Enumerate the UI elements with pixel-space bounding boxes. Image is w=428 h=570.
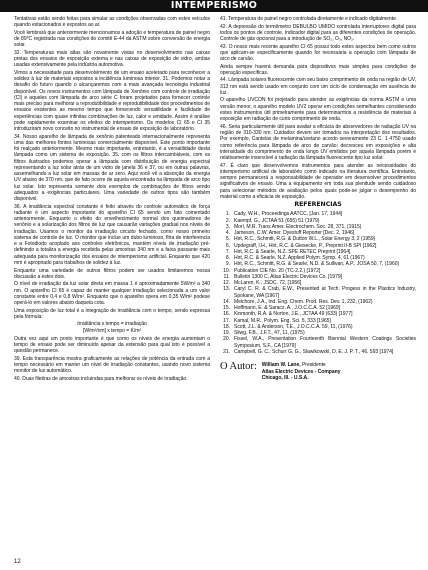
paragraph: 36. A irradiância espectral constante é feito através do controle automático de força radiante é um aspecto importante do aparelho CI 65 sendo um fato comentado anteriormente. Enquanto o efeito do envelhecimento normal dos queimadores de xenônio e a solarização dos filtros de luz que causarão variações gradual nos níveis de irradiação. Usamos o monitor da irradiação circuito fechado, como nosso primeiro sistema de controle de luz. O monitor que inclue um dubo luminoso, fitra de interferencia e a Fotodiodo acoplado aos controles eletrônicos, mantém níveis de irradiação pré-definindo a totaliza a energia recebida pelas amostras 340 nm e a faixa passante mais adequada para monitorização dos ensaios de intemperismo artificial. Enquanto que 420 mm é apropriado para trabalhos de solidez à luz. [14,203,210,266]
formula [14,321,210,334]
reference-number: 17. [223,317,230,324]
reference-number: 6. [225,242,230,249]
reference-item [220,349,416,355]
author-location: Chicago, Ill. - U.S.A. [261,374,309,381]
reference-text: Bulletin 1300 C, Atlas Electric Devices Co. [1979] [234,273,342,280]
reference-number: 7. [225,248,230,255]
reference-text: Publication CIE No. 20 (TC-2.2.) [1972] [234,267,321,274]
reference-number: 2. [225,217,230,224]
formula-line: [W/m²/nm] x tempo = K/m² [82,327,142,334]
reference-number: 18. [223,323,230,330]
paragraph: Uma exposição de luz total é a integração de irradiância com o tempo, sendo expressa pela fórmula: [14,307,210,320]
reference-number: 4. [225,230,230,237]
reference-number: 15. [223,305,230,312]
formula-line: Irradiância x tempo = irradiação [77,321,147,328]
reference-number: 20. [223,336,230,343]
paragraph: 34. Nosso aparelho de lâmpada de xenônio patenteado internacionalmente representa uma das melhores fontes luminosas comercialmente disponível. Este ponto importante foi realçado anteriormente. Mesmo mais importante, entretanto, é a versatilidade desta lâmpada como um sistema de exposição. 35. com os filtros intercambiáveis, com os filtros ilustrados podemos operar a lâmpada com distribuição de energia espectral representando a luz solar atrás de um vidro de janela 36 e 37, ou em outras palavras, assemelhando a luz solar em massas de ar zero. Aqui você vê a absorção da energia UV abaixo de 370 nm, que de fato ocorre de aquela encontrada na lâmpada de arco tipo luz solar. Isto representa somente dois exemplos de combinações de filtros sendo adequados a exigências particulares. Uma variedade de outros tipos são também disponível. [14,133,210,203]
reference-number: 11. [223,273,230,280]
left-column [14,16,210,564]
reference-item [220,336,416,349]
reference-number: 19. [223,330,230,337]
reference-text: McLaren, K., JSDC. 72, [1956] [234,280,302,287]
paragraph: 46. Seria particularmente útil para avaliar a eficácia de absorvedores de radiação UV na região de 310-330 nm. Cuidados devem ser tomados na interpretação dos resultados. Por exemplo, Cantelas de melamina/uretano acordo severamente 23 C. 1 4750 usado como referência para lâmpada de arco de carvão; decresceu em exposições e alta intensidade do comprimento de onda longo UV emitidos por aquela lâmpada porém é relativamente insensível a radiação da lâmpada fluorescente tipo luz solar. [220,123,416,162]
reference-text: Updegraff, I.H., Hirt, R.C. & Giesecke, P., Preprint II-B SPI [1962] [234,242,377,249]
paragraph: 40. Duas filetiras de amostras incluindas para melhorar os níveis de irradiação. [14,376,188,383]
author-details [262,362,341,381]
reference-number: 3. [225,223,230,230]
reference-text: Kaempf, G., JCTAA 51 (655) 51 (1979) [234,217,320,224]
author-block [220,362,416,381]
reference-number: 9. [225,261,230,268]
reference-number: 13. [223,286,230,293]
reference-item [220,286,416,299]
paragraph: 41. Temperatura de painel negro controlada diretamente e indicado digitalmente. [220,16,398,22]
section-header [0,0,428,12]
paragraph: Você lembrará que anteriormente mencionamos a adoção e temperatura de painel negro de 89°C registrada nas condições do comitê E-44 da ASTM sobre conversão de energia solar. [14,29,210,49]
reference-text: Hirt, R.C. & Searle, N.Z. SPE RETEC Preprint [1964] [234,248,351,255]
page-number: 12 [14,559,21,565]
paragraph: 42. A depressão do termômetro DEBULBO UMIDO controlada interruptores digital para todos os pontos de controle. Indicador digital para as diferentes condições de operação. Controle de gás opcional para a introdução de SO₂, O₃, NO₂. [220,23,416,43]
reference-text: Hirt, R.C. & Searle, N.Z. Applied Polym. Symp. 4, 61 (1967) [234,255,365,262]
paragraph: 43. O nosso mais recente aparelho CI 65 possui todo estes aspectos bem como outros que aplicam-se especificamente quando for necessária a operação com lâmpada de arco de carvão. [220,43,416,63]
paragraph: Outra vez aqui um ponto importante é que como os níveis de energia aumentam o tempo de ensaio pode ser diminuído apesar da extensão para qual isto é possível a questão permanece. [14,335,210,355]
author-role: Presidente [301,362,326,369]
right-column-body [220,16,416,200]
paragraph: 39. Esta transparência mostra graficamente as relações de potência da entrada com a tempo necessário em manter um nível de irradiação constantes, usando novo sistema monitor de luz automático. [14,355,210,375]
paragraph: Vimos a necessidade para desenvolvimento de um ensaio acelerado para reconhecer a solidez à luz de materiais expostos a incidência luminosa interior. 31. Podemos notar a desafio do futuro quando o alcançaremos com a mais avançada tecnologia industrial disponível. Os novos instrumentos com lâmpada de Xenônio com controle de irradiação (CI) e aqueles com lâmpada de arco série C foram projetados para fornecer controle mais preciso para melhorar a reprodutibilidade e reprodutibilidade dos procedimentos de ensaios existentes as mesmo tempo que fornecendo versatilidade e facilidade de experiências com quase infinitas combinações de luz, calor e umidade. Assim é análise pode rapidamente examinar os efeitos do intemperismo. Os modelos CI 65 e CI 35 introduziram novo conceito no instrumental de ensaio de exposição de laboratório. [14,69,210,133]
reference-number: 14. [223,298,230,305]
reference-number: 1. [225,211,230,218]
paragraph: O aparelho UVCON foi projetado para atender as exigências da norma ASTM e uma versão menor, o aparelho modelo UV2 operar em condições semelhantes considerando estes instrumentos útil primeiramente para determinarmos a resistência de materiais à exposição em radiação de curto comprimento de onda. [220,97,416,123]
reference-text: Hirt, R.C., Schmitt, R.G. & Searle, N.D. & Sullivan, A.P., JOSA 50, 7, (1960) [234,261,400,268]
reference-text: Kinmonth, R.A. & Norton, J.E., JCTAA 49 (633) [1977] [234,311,353,318]
author-name: William W. Lane, [261,362,301,369]
reference-text: Hoffmann, E. & Saracz, A., J.O.C.C.A. 52 [1969] [234,305,341,312]
reference-text: Jameson, C.W. Amer. Dyestuff Reporter [Dec. 2, 1946] [234,230,355,237]
reference-text: Hirt, R.C., Schmitt, R.G. & Dutton W.L., Solar Energy 3, 2 (1959) [234,236,376,243]
reference-number: 5. [225,236,230,243]
reference-number: 16. [223,311,230,318]
reference-number: 8. [225,255,230,262]
section-title: INTEMPERISMO [170,0,258,11]
author-label: O Autor: [220,361,257,373]
reference-text: Fissel, W.A., Presentation Fourteenth Biennial Western Coatings Societies Symposium, S.F., CA [1979] [234,336,416,349]
author-company: Atlas Electric Devices - Company [261,368,341,375]
right-column [220,16,416,564]
paragraph: Ainda sempre haverá demanda para dispositivos mais simples para condições de operação específicas. [220,63,416,76]
reference-text: Sliwg, F.B., J.F.T., 47, 11, (1975) [234,330,305,337]
reference-text: Kamal, M.R., Polym. Eng. Sci. 5, 333 [1965] [234,317,331,324]
reference-number: 10. [223,267,230,274]
paragraph: 32. Temperaturas mais altas são novamente vistas no desenvolvimento nas caixas pretas dos ensaios de exposição externa e nas caixas de exposição de vidro, ambas usadas extensivamente pela indústria automotiva. [14,49,210,69]
paragraph: Tentativas estão sendo feitas para simular as condições observadas com estes veículos quando estacionados e expostos ao ar. [14,16,210,29]
reference-text: Caryl C. R. & Crab, E.W., Presented at Tech. Progess in the Plastics Industry, Spokane, WA [1967] [234,286,416,299]
reference-text: Cady, W.H., Proceedings AATCC, [Jan. 17, 1944] [234,211,343,218]
paragraph: 47. É claro que desenvolvemos instrumentos para atender as necessidades do intemperismo artificial de laboratório como indicado na literatura científica. Entretanto, sempre permanecerá a responsabilidade de operador em desenvolver procedimentos significativos de ensaio. Uma a equipamento em toda sua plenitude sendo cuidadoso para selecionar métodos de avaliação pelos quais pode-se julgar o desempenho do material como a eficácia de exposição. [220,162,416,200]
paragraph: O nível de irradiação da luz solar direta em massa 1 é aproximadamente 5W/m² a 340 nm. O aparelho CI 65 é capaz de manter qualquer irradiação selecionada a um valor constante entre 0,4 e 0,8 W/m². Enquanto que o aparelho opera em 0,35 W/m² podese operá-lo em valores abaixo daquela cota. [14,281,210,307]
reference-text: Morl, M.R. Trans Amer. Electrochem. Soc. 28, 371, (1915) [234,223,362,230]
reference-text: Melchore, J.A., Ind. Eng. Chem. Prod. Res. Dev. 1, 232, (1962) [234,298,373,305]
paragraph: 44. Lâmpada solares fluorescente com seu baixo comprimento de onda na região de UV, 313 nm está sendo usado em conjunto com um ciclo de condensação em ausência de luz. [220,77,416,96]
reference-text: Scott, J.L. & Anderson, T.E., J.O.C.C.A. 59, 11, (1976) [234,323,353,330]
reference-number: 21. [223,348,230,355]
references-list [220,211,416,355]
references-title: REFERENCIAS [294,201,342,209]
reference-text: Campbell, G. C., Schurr G. G., Slawikowski, D. E. J. P. T., 46, 593 [1974] [234,348,394,355]
reference-number: 12. [223,280,230,287]
paragraph: Enquanto uma variedade de outros filtros podem ser usados limitaremos nossa discussão a estes dois. [14,267,210,280]
